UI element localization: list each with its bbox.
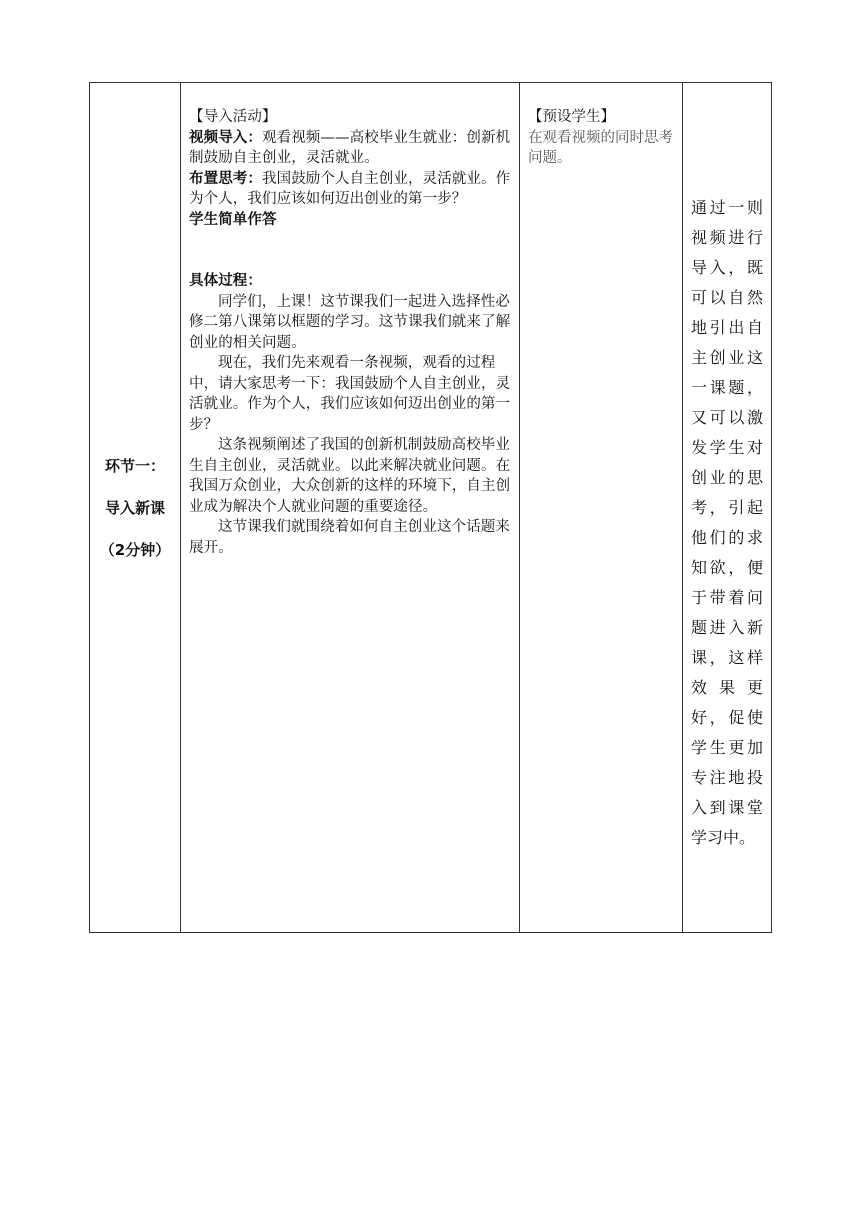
answer-label: 学生简单作答: [189, 211, 277, 228]
process-paragraph: 这节课我们就围绕着如何自主创业这个话题来展开。: [189, 519, 510, 556]
video-text: 观看视频——高校毕业生就业：创新机制鼓励自主创业，灵活就业。: [189, 129, 511, 166]
process-paragraph: 同学们，上课！这节课我们一起进入选择性必修二第八课第以框题的学习。这节课我们就来了解创业的相关问题。: [189, 293, 511, 351]
activity-cell: [181, 83, 520, 933]
activity-header: 【导入活动】: [189, 109, 277, 125]
process-label: 具体过程：: [189, 273, 262, 289]
stage-title: 环节一：: [104, 456, 165, 475]
process-paragraph: 这条视频阐述了我国的创新机制鼓励高校毕业生自主创业，灵活就业。以此来解决就业问题。在我国万众创业，大众创新的这样的环境下，自主创业成为解决个人就业问题的重要途径。: [189, 437, 511, 515]
purpose-cell: [683, 83, 772, 933]
task-text: 我国鼓励个人自主创业，灵活就业。作为个人，我们应该如何迈出创业的第一步？: [189, 170, 511, 207]
stage-duration: （2分钟）: [99, 540, 171, 559]
purpose-text: 通过一则视频进行导入，既可以自然地引出自主创业这一课题，又可以激发学生对创业的思考，引起他们的求知欲，便于带着问题进入新课，这样效果更好，促使学生更加专注地投入到课堂学习中。: [691, 198, 763, 847]
lesson-plan-table: [89, 82, 772, 933]
student-header: 【预设学生】: [528, 109, 615, 125]
stage-cell: [90, 83, 181, 933]
video-intro: [189, 128, 513, 169]
thinking-task: [189, 169, 513, 210]
task-label: 布置思考：: [189, 170, 262, 187]
video-label: 视频导入：: [189, 129, 262, 146]
student-cell: [520, 83, 683, 933]
table-row: [90, 83, 772, 933]
stage-subtitle: 导入新课: [104, 498, 165, 517]
student-text: 在观看视频的同时思考问题。: [528, 129, 673, 166]
process-paragraph: 现在，我们先来观看一条视频，观看的过程中，请大家思考一下：我国鼓励个人自主创业，灵活就业。作为个人，我们应该如何迈出创业的第一步？: [189, 355, 511, 433]
